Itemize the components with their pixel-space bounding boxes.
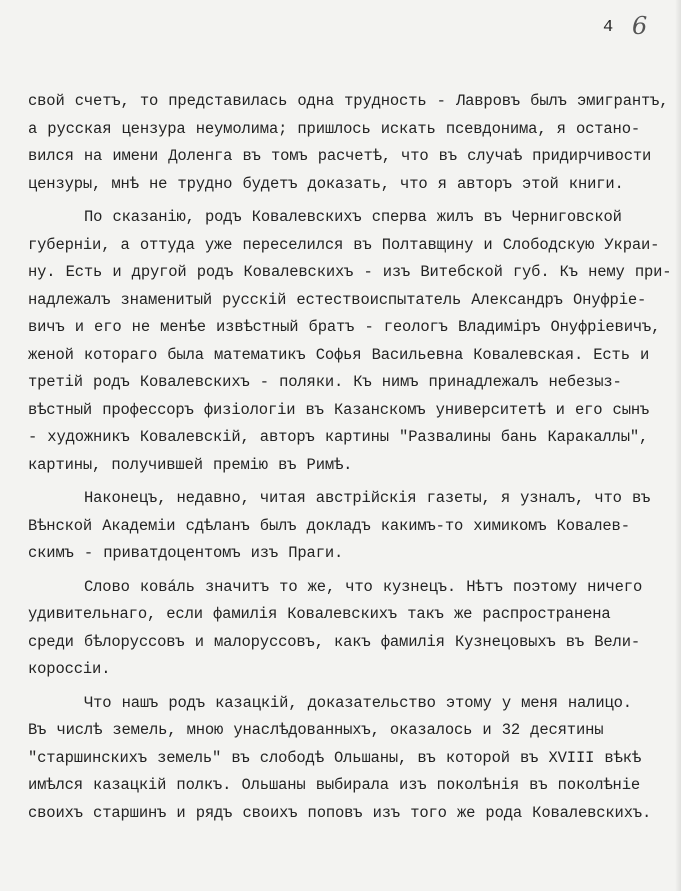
text-line: Въ числѣ земель, мною унаслѣдованныхъ, оказалось и 32 десятины <box>28 721 604 739</box>
text-line: третій родъ Ковалевскихъ - поляки. Къ нимъ принадлежалъ небезыз- <box>28 373 622 391</box>
text-line: Что нашъ родъ казацкій, доказательство этому у меня налицо. <box>84 693 632 712</box>
text-line: имѣлся казацкій полкъ. Ольшаны выбирала изъ поколѣнія въ поколѣніе <box>28 776 641 794</box>
typewritten-text-body <box>28 88 678 827</box>
page-number: 4 <box>603 18 614 37</box>
text-line: короссіи. <box>28 660 111 678</box>
text-line: женой котораго была математикъ Софья Васильевна Ковалевская. Есть и <box>28 345 650 364</box>
text-line: ну. Есть и другой родъ Ковалевскихъ - изъ Витебской губ. Къ нему при- <box>28 263 672 281</box>
text-line: Слово ковáль значитъ то же, что кузнецъ. Нѣтъ поэтому ничего <box>84 577 643 596</box>
text-line: "старшинскихъ земель" въ слободѣ Ольшаны, въ которой въ XVIII вѣкѣ <box>28 748 642 767</box>
text-line: картины, получившей премію въ Римѣ. <box>28 455 353 474</box>
text-line: - художникъ Ковалевскій, авторъ картины "Развалины бань Каракаллы", <box>28 428 649 446</box>
text-line: среди бѣлоруссовъ и малоруссовъ, какъ фамилія Кузнецовыхъ въ Вели- <box>28 632 641 651</box>
text-line: удивительнаго, если фамилія Ковалевскихъ такъ же распространена <box>28 605 611 623</box>
text-line: свой счетъ, то представилась одна трудность - Лавровъ былъ эмигрантъ, <box>28 92 669 110</box>
text-line: а русская цензура неумолима; пришлось искать псевдонима, я остано- <box>28 119 641 138</box>
text-line: губерніи, а оттуда уже переселился въ Полтавщину и Слободскую Украи- <box>28 235 660 254</box>
text-line: вичъ и его не менѣе извѣстный братъ - геологъ Владиміръ Онуфріевичъ, <box>28 318 661 336</box>
text-line: цензуры, мнѣ не трудно будетъ доказать, что я авторъ этой книги. <box>28 174 624 193</box>
text-line: надлежалъ знаменитый русскій естествоиспытатель Александръ Онуфріе- <box>28 290 647 309</box>
page-edge-shadow <box>675 0 681 891</box>
text-line: вился на имени Доленга въ томъ расчетѣ, что въ случаѣ придирчивости <box>28 147 652 165</box>
text-line: скимъ - приватдоцентомъ изъ Праги. <box>28 544 344 562</box>
text-line: По сказанію, родъ Ковалевскихъ сперва жилъ въ Черниговской <box>84 208 622 226</box>
text-line: вѣстный профессоръ физіологіи въ Казанскомъ университетѣ и его сынъ <box>28 400 650 419</box>
text-line: своихъ старшинъ и рядъ своихъ поповъ изъ того же рода Ковалевскихъ. <box>28 803 652 822</box>
text-line: Наконецъ, недавно, читая австрійскія газеты, я узналъ, что въ <box>84 489 651 507</box>
handwritten-page-number: 6 <box>632 12 648 40</box>
text-line: Вѣнской Академіи сдѣланъ былъ докладъ какимъ-то химикомъ Ковалев- <box>28 516 630 535</box>
